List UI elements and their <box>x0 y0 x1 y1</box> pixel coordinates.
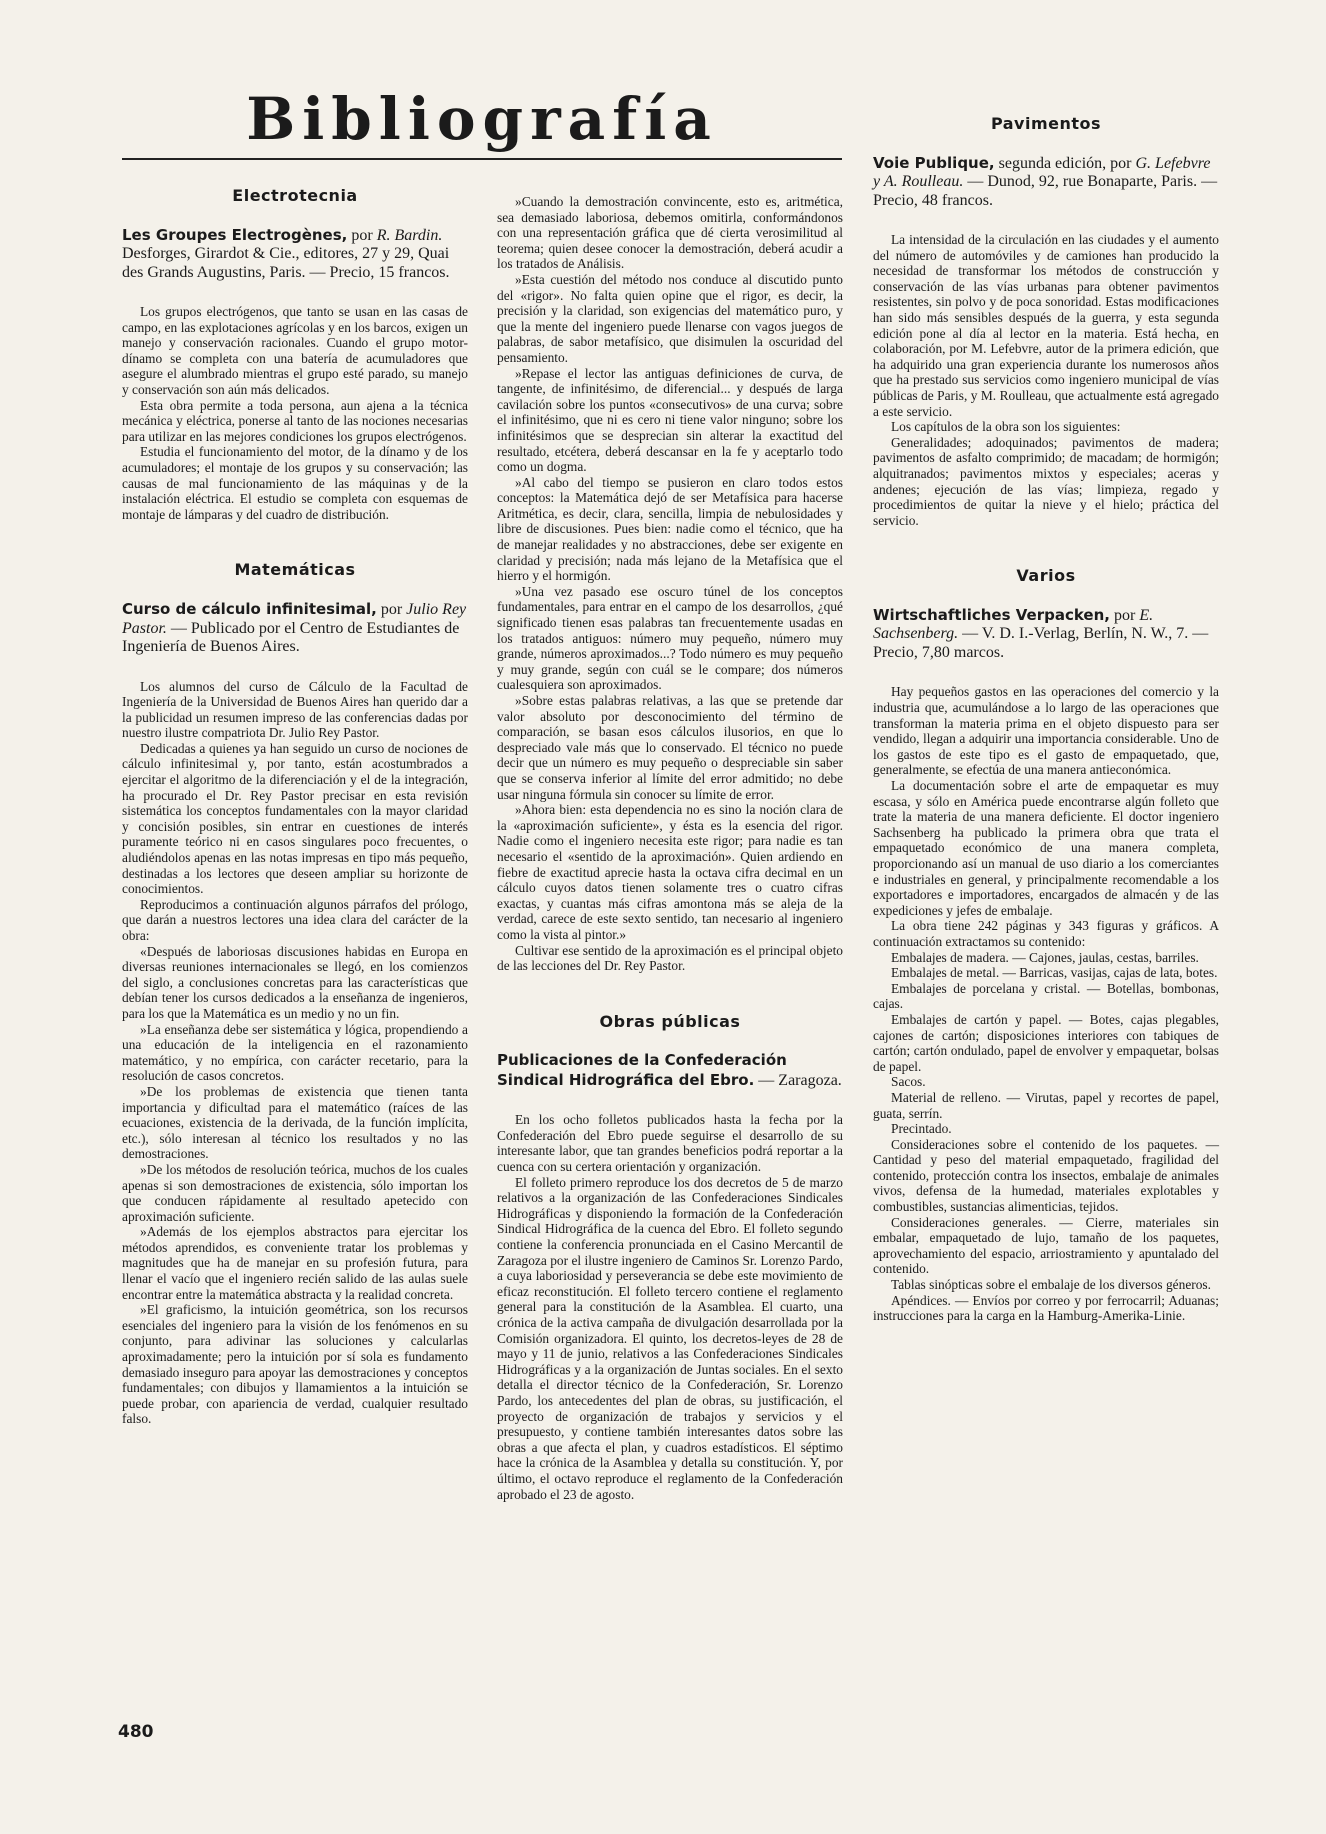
paragraph: Tablas sinópticas sobre el embalaje de los diversos géneros. <box>891 1277 1211 1293</box>
paragraph: El folleto primero reproduce los dos decretos de 5 de marzo relativos a la organización de las Confederaciones Sindicales Hidrográficas y disponiendo la formación de la Confederación Sindical Hidrográfica de la cuenca del Ebro. El folleto segundo contiene la conferencia pronunciada en el Casino Mercantil de Zaragoza por el ilustre ingeniero de Caminos Sr. Lorenzo Pardo, a cuya laboriosidad y perseverancia se debe este movimiento de eficaz reconstitución. El folleto tercero contiene el reglamento general para la constitución de la Asamblea. El cuarto, una crónica de la activa campaña de divulgación desarrollada por la Comisión organizadora. El quinto, los decretos-leyes de 28 de mayo y 11 de junio, relativos a las Confederaciones Sindicales Hidrográficas y a la organización de Juntas sociales. En el sexto detalla el director técnico de la Confederación, Sr. Lorenzo Pardo, los antecedentes del plan de obras, su justificación, el proyecto de organización de trabajos y servicios y el presupuesto, y contiene también interesantes datos sobre las obras a que afecta el plan, y cuadros estadísticos. El séptimo hace la crónica de la Asamblea y detalla su constitución. Y, por último, el octavo reproduce el reglamento de la Confederación aprobado el 23 de agosto. <box>497 1174 843 1502</box>
book-publisher: — Dunod, 92, rue Bonaparte, Paris. — Precio, 48 francos. <box>873 173 1218 209</box>
paragraph: La intensidad de la circulación en las ciudades y el aumento del número de automóviles y de camiones han producido la necesidad de transformar los métodos de construcción y conservación de las vías urbanas para obtener pavimentos resistentes, sin polvo y de poca sonoridad. Estas modificaciones han sido más sensibles después de la guerra, y esta segunda edición pone al día al lector en la materia. Está hecha, en colaboración, por M. Lefebvre, autor de la primera edición, que ha adquirido una gran experiencia durante los numerosos años que ha prestado sus servicios como ingeniero municipal de vías públicas de Paris, y M. Roulleau, que actualmente está agregado a este servicio. <box>873 232 1219 419</box>
paragraph: Los capítulos de la obra son los siguientes: <box>891 419 1121 435</box>
paragraph: Reproducimos a continuación algunos párrafos del prólogo, que darán a nuestros lectores una idea clara del carácter de la obra: <box>122 896 468 943</box>
paragraph: La obra tiene 242 páginas y 343 figuras y gráficos. A continuación extractamos su contenido: <box>873 918 1219 949</box>
book-author: R. Bardin. <box>376 226 443 244</box>
section-heading-varios: Varios <box>1016 566 1076 586</box>
book-entry-pavimentos <box>873 154 1219 211</box>
book-title: Voie Publique, <box>873 153 995 172</box>
paragraph: Precintado. <box>891 1121 952 1137</box>
section-heading-electrotecnia: Electrotecnia <box>232 186 358 205</box>
book-title: Curso de cálculo infinitesimal, <box>122 600 377 618</box>
paragraph: Consideraciones generales. — Cierre, materiales sin embalar, empaquetado de lujo, tamaño de los paquetes, aprovechamiento del espacio, arriostramiento y apuntalado del contenido. <box>873 1214 1219 1277</box>
column-2 <box>497 194 843 1502</box>
book-publisher: — Zaragoza. <box>754 1071 842 1089</box>
paragraph: »Al cabo del tiempo se pusieron en claro todos estos conceptos: la Matemática dejó de ser Metafísica para hacerse Aritmética, es decir, clara, sencilla, limpia de nebulosidades y libre de discusiones. Pues bien: nadie como el técnico, que ha de manejar realidades y no abstracciones, debe ser exigente en claridad y precisión; nada más lejano de la Metafísica que el hierro y el hormigón. <box>497 474 843 584</box>
paragraph: Material de relleno. — Virutas, papel y recortes de papel, guata, serrín. <box>873 1089 1219 1121</box>
paragraph: Esta obra permite a toda persona, aun ajena a la técnica mecánica y eléctrica, ponerse al tanto de las nociones necesarias para utilizar en las mejores condiciones los grupos electrógenos. <box>122 397 468 444</box>
book-title: Les Groupes Electrogènes, <box>122 225 348 244</box>
paragraph: »Sobre estas palabras relativas, a las que se pretende dar valor absoluto por desconocimiento del término de comparación, se basan esos cálculos ilusorios, en que lo despreciado vale más que lo conservado. El técnico no puede decir que un número es muy pequeño o despreciable sin saber que se conserva inferior al límite del error admitido; no debe usar ninguna fórmula sin conocer su límite de error. <box>497 693 843 802</box>
section-heading-matematicas: Matemáticas <box>234 560 356 580</box>
paragraph: Consideraciones sobre el contenido de los paquetes. — Cantidad y peso del material empaquetado, fragilidad del contenido, protección contra los insectos, embalaje de animales vivos, defensa de la humedad, materiales explotables y combustibles, sustancias alimenticias, tejidos. <box>873 1136 1219 1215</box>
paragraph: »De los métodos de resolución teórica, muchos de los cuales apenas si son demostraciones de existencia, sólo importan los que conducen rápidamente al resultado apetecido con aproximación suficiente. <box>122 1161 468 1224</box>
column-3 <box>873 88 1219 1324</box>
paragraph: «Después de laboriosas discusiones habidas en Europa en diversas reuniones internacionales se llegó, en los comienzos del siglo, a conclusiones concretas para las características que debían tener los cursos dedicados a la enseñanza de ingenieros, para los que la Matemática es un medio y no un fin. <box>122 943 468 1021</box>
paragraph: Embalajes de metal. — Barricas, vasijas, cajas de lata, botes. <box>891 965 1218 981</box>
page-title: Bibliografía <box>246 85 718 153</box>
book-publisher: — Publicado por el Centro de Estudiantes de Ingeniería de Buenos Aires. <box>122 619 460 655</box>
book-entry-varios <box>873 606 1219 663</box>
page-number: 480 <box>118 1722 154 1742</box>
section-heading-obras-publicas: Obras públicas <box>599 1011 741 1031</box>
paragraph: Apéndices. — Envíos por correo y por ferrocarril; Aduanas; instrucciones para la carga en la Hamburg-Amerika-Linie. <box>873 1292 1219 1324</box>
paragraph: »La enseñanza debe ser sistemática y lógica, propendiendo a una educación de la inteligencia en el razonamiento matemático, y no empírica, con carácter recetario, para la resolución de casos concretos. <box>122 1021 468 1084</box>
paragraph: La documentación sobre el arte de empaquetar es muy escasa, y sólo en América puede encontrarse algún folleto que trate la materia de una manera deficiente. El doctor ingeniero Sachsenberg ha publicado la primera obra que trata el empaquetado económico de una manera completa, proporcionando así un manual de uso diario a los comerciantes e industriales en general, y principalmente recomendable a los exportadores e importadores, encargados de almacén y de las expediciones y jefes de embalaje. <box>873 778 1219 918</box>
book-edition: segunda edición, por <box>994 154 1136 172</box>
book-entry-matematicas <box>122 600 468 657</box>
paragraph: »Ahora bien: esta dependencia no es sino la noción clara de la «aproximación suficiente», y ésta es la esencia del rigor. Nadie como el ingeniero necesita este rigor; para nadie es tan necesario el «sentido de la aproximación». Quien ardiendo en fiebre de exactitud aprecie hasta la octava cifra decimal en un cálculo cuyos datos tienen solamente tres o cuatro cifras exactas, y cuantas más cifras amontona más se aleja de la verdad, carece de este sexto sentido, tan necesario al ingeniero como la vista al pintor.» <box>497 802 843 942</box>
paragraph: Cultivar ese sentido de la aproximación es el principal objeto de las lecciones del Dr. Rey Pastor. <box>497 942 843 974</box>
book-by: por <box>1109 606 1140 624</box>
book-entry-obras-publicas <box>497 1051 843 1090</box>
paragraph: Los alumnos del curso de Cálculo de la Facultad de Ingeniería de la Universidad de Buenos Aires han querido dar a la publicidad un resumen impreso de las conferencias dadas por nuestro ilustre compatriota Dr. Julio Rey Pastor. <box>122 678 468 741</box>
title-rule <box>122 158 842 160</box>
paragraph: »Además de los ejemplos abstractos para ejercitar los métodos aprendidos, es conveniente tratar los problemas y magnitudes que ha de manejar en su profesión futura, para llenar el vacío que el ingeniero recién salido de las aulas suele encontrar entre la matemática abstracta y la realidad concreta. <box>122 1224 468 1302</box>
paragraph: Embalajes de madera. — Cajones, jaulas, cestas, barriles. <box>891 949 1199 965</box>
paragraph: »Una vez pasado ese oscuro túnel de los conceptos fundamentales, para entrar en el campo de los desarrollos, ¿qué significado tienen esas palabras tan frecuentemente usadas en los tratados antiguos: número muy pequeño, número muy grande, números aproximados...? Todo número es muy pequeño y muy grande, según con cuál se le compare; dos números cualesquiera son aproximados. <box>497 583 843 693</box>
paragraph: »Cuando la demostración convincente, esto es, aritmética, sea demasiado laboriosa, debemos omitirla, conformándonos con una representación gráfica que dé cierta verosimilitud al teorema; quien desee conocer la demostración, deberá acudir a los tratados de Análisis. <box>497 194 843 272</box>
paragraph: Embalajes de porcelana y cristal. — Botellas, bombonas, cajas. <box>873 980 1219 1012</box>
book-author: Julio Rey Pastor. <box>122 601 467 637</box>
paragraph: »De los problemas de existencia que tienen tanta importancia y dificultad para el matemático (raíces de las ecuaciones, existencia de la derivada, de la función implícita, etc.), sólo interesan al técnico los resultados y no las demostraciones. <box>122 1083 468 1162</box>
book-by: por <box>347 226 377 244</box>
book-publisher: Desforges, Girardot & Cie., editores, 27 y 29, Quai des Grands Augustins, Paris. — Precio, 15 francos. <box>122 245 450 281</box>
book-entry-electrotecnia <box>122 226 468 283</box>
paragraph: »Esta cuestión del método nos conduce al discutido punto del «rigor». No falta quien opine que el rigor, es decir, la precisión y la claridad, son exigencias del matemático puro, y que la mente del ingeniero puede llenarse con vagos juegos de palabras, de sabor metafísico, que disimulen la oscuridad del pensamiento. <box>497 271 843 365</box>
book-author: G. Lefebvre y A. Roulleau. <box>873 154 1211 191</box>
column-1 <box>122 188 468 1427</box>
section-heading-pavimentos: Pavimentos <box>990 114 1102 133</box>
book-publisher: — V. D. I.-Verlag, Berlín, N. W., 7. — Precio, 7,80 marcos. <box>873 625 1209 661</box>
paragraph: »Repase el lector las antiguas definiciones de curva, de tangente, de infinitésimo, de diferencial... y después de larga cavilación sobre los puntos «consecutivos» de una curva; sobre el infinitésimo, que ni es cero ni tiene valor ninguno; sobre los infinitésimos que se desprecian sin alterar la exactitud del resultado, etcétera, deberá descansar en la fe y aceptarlo todo como un dogma. <box>497 365 843 475</box>
paragraph: Estudia el funcionamiento del motor, de la dínamo y de los acumuladores; el montaje de los grupos y su conservación; las causas de mal funcionamiento de las máquinas y de la instalación eléctrica. El estudio se completa con esquemas de montaje de lámparas y del cuadro de distribución. <box>122 444 468 522</box>
paragraph: Los grupos electrógenos, que tanto se usan en las casas de campo, en las explotaciones agrícolas y en los barcos, exigen un manejo y conservación racionales. Cuando el grupo motor-dínamo se completa con una batería de acumuladores que asegure el alumbrado mientras el grupo esté parado, su manejo y conservación son aún más delicados. <box>122 304 468 398</box>
paragraph: Hay pequeños gastos en las operaciones del comercio y la industria que, acumulándose a lo largo de las operaciones que transforman la materia prima en el objeto dispuesto para ser vendido, llegan a adquirir una importancia considerable. Uno de los gastos de este tipo es el gasto de empaquetado, que, generalmente, se efectúa de una manera antieconómica. <box>873 684 1219 778</box>
paragraph: En los ocho folletos publicados hasta la fecha por la Confederación del Ebro puede seguirse el desarrollo de su interesante labor, que tan grandes beneficios podrá reportar a la cuenca con su certera orientación y organización. <box>497 1112 843 1175</box>
paragraph: »El graficismo, la intuición geométrica, son los recursos esenciales del ingeniero para la visión de los fenómenos en su conjunto, para adivinar las soluciones y calcularlas aproximadamente; pero la intuición por sí sola es fundamento demasiado inseguro para apoyar las demostraciones y conceptos fundamentales; con dibujos y llamamientos a la intuición se puede probar, con apariencia de verdad, cualquier resultado falso. <box>122 1302 468 1427</box>
book-title: Publicaciones de la Confederación Sindical Hidrográfica del Ebro. <box>497 1051 787 1089</box>
paragraph: Sacos. <box>891 1074 926 1090</box>
paragraph: Generalidades; adoquinados; pavimentos de madera; pavimentos de asfalto comprimido; de macadam; de hormigón; alquitranados; pavimentos mixtos y especiales; aceras y andenes; ejecución de las vías; limpieza, regado y procedimientos de quitar la nieve y el hielo; práctica del servicio. <box>873 434 1219 528</box>
paragraph: Embalajes de cartón y papel. — Botes, cajas plegables, cajones de cartón; disposiciones interiores con tabiques de cartón; cartón ondulado, papel de envolver y empaquetar, bolsas de papel. <box>873 1011 1219 1074</box>
paragraph: Dedicadas a quienes ya han seguido un curso de nociones de cálculo infinitesimal y, por tanto, están acostumbrados a ejercitar el algoritmo de la diferenciación y el de la integración, ha procurado el Dr. Rey Pastor precisar en esta revisión sistemática los conceptos fundamentales con la mayor claridad y concisión posibles, sin entrar en cuestiones de interés puramente teórico ni en casos singulares poco frecuentes, o aludiéndolos apenas en las notas impresas en tipo más pequeño, destinadas a los lectores que deseen ampliar su horizonte de conocimientos. <box>122 740 468 897</box>
book-title: Wirtschaftliches Verpacken, <box>873 605 1110 624</box>
book-by: por <box>376 601 407 618</box>
book-author: E. Sachsenberg. <box>873 606 1154 643</box>
